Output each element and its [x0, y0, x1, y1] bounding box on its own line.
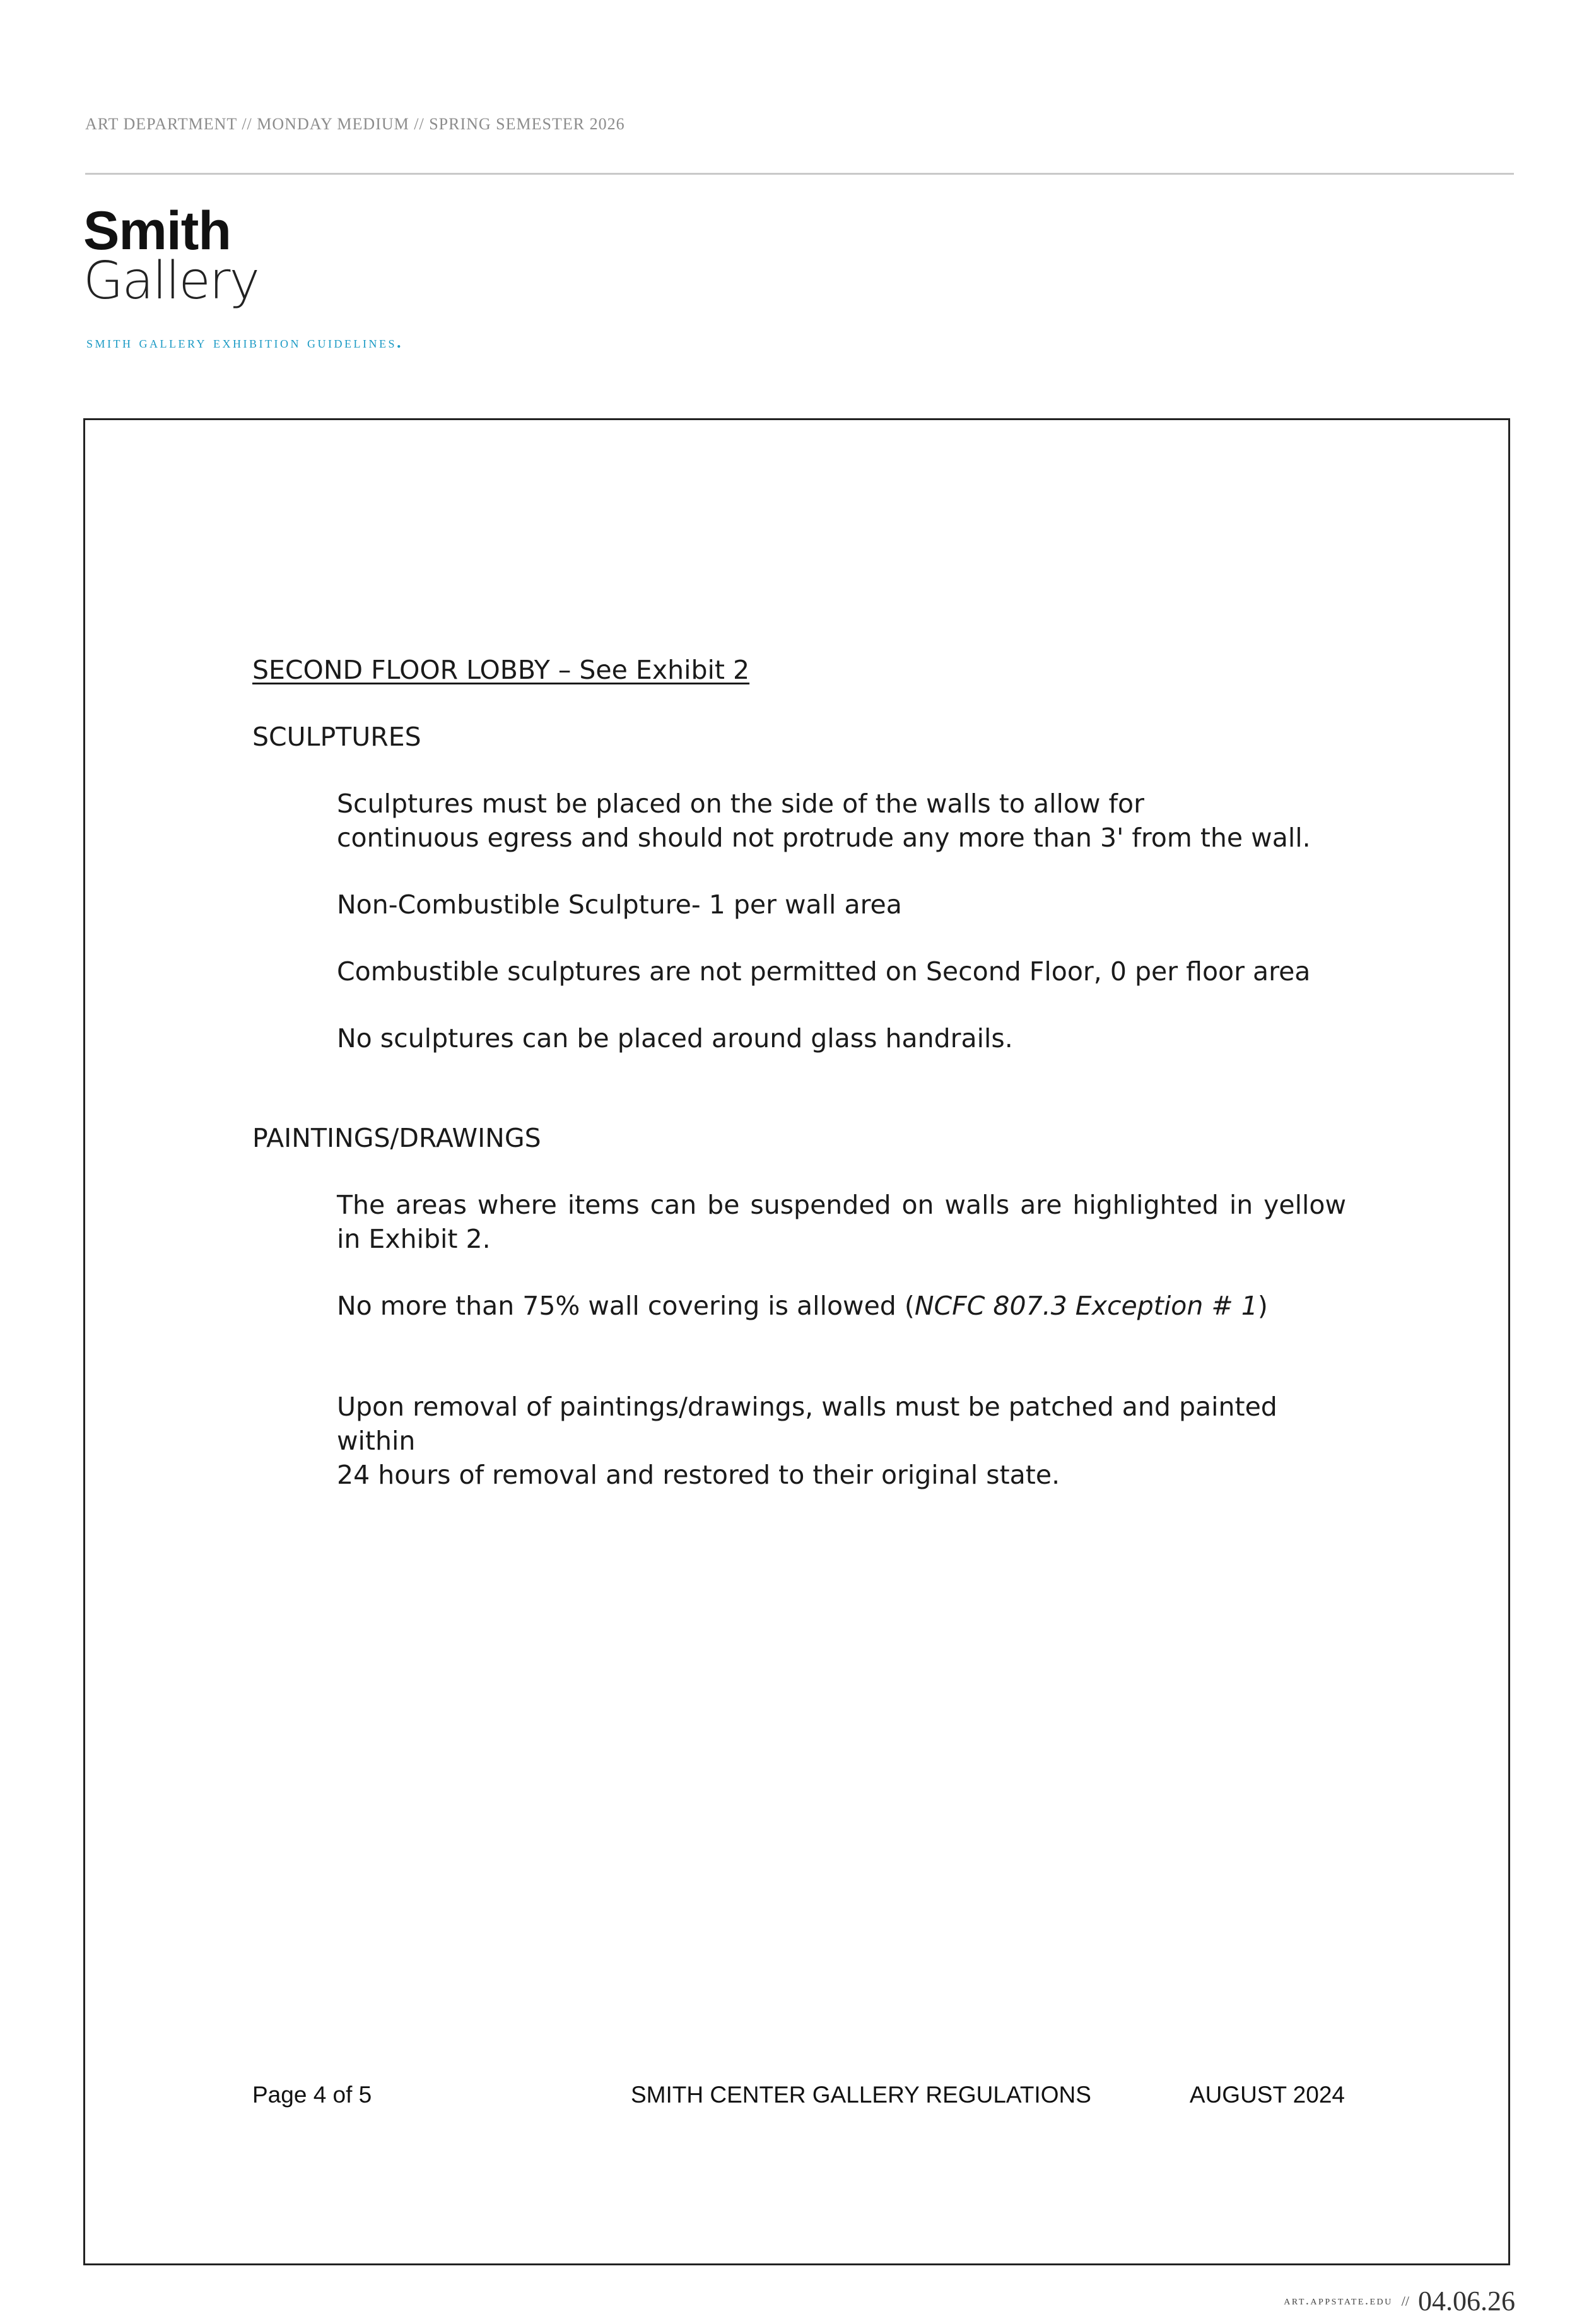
painting-rule-removal-line: 24 hours of removal and restored to their original state. [337, 1460, 1060, 1490]
code-reference: NCFC 807.3 Exception # 1 [914, 1291, 1258, 1321]
footer-date: AUGUST 2024 [1189, 2082, 1345, 2108]
guidelines-subtitle [86, 333, 403, 352]
logo-gallery: Gallery [83, 251, 259, 311]
coverage-close: ) [1257, 1291, 1268, 1321]
sculpture-rule-line: Sculptures must be placed on the side of the walls to allow for [337, 789, 1144, 819]
sculptures-rules [337, 787, 1346, 1055]
painting-rule-removal-line: Upon removal of paintings/drawings, walls must be patched and painted within [337, 1392, 1277, 1456]
issue-date: 04.06.26 [1418, 2286, 1515, 2316]
header-meta-line: ART DEPARTMENT // MONDAY MEDIUM // SPRING SEMESTER 2026 [85, 115, 625, 133]
page-bottom-meta [1284, 2285, 1515, 2317]
sculpture-rule-handrails: No sculptures can be placed around glass handrails. [337, 1023, 1013, 1053]
header-divider [85, 173, 1514, 175]
sculptures-heading: SCULPTURES [252, 722, 421, 752]
bottom-separator: // [1401, 2292, 1409, 2309]
paintings-rules [337, 1188, 1346, 1492]
document-content [252, 653, 1350, 1492]
painting-rule-coverage [337, 1289, 1346, 1323]
sculpture-rule-noncombustible: Non-Combustible Sculpture- 1 per wall area [337, 889, 902, 920]
footer-page-number: Page 4 of 5 [252, 2082, 372, 2108]
logo-smith: Smith [83, 201, 231, 261]
site-url: art.appstate.edu [1284, 2294, 1393, 2308]
sculpture-rule-line: continuous egress and should not protrude any more than 3' from the wall. [337, 823, 1311, 853]
coverage-text: No more than 75% wall covering is allowed ( [337, 1291, 915, 1321]
footer-title: SMITH CENTER GALLERY REGULATIONS [631, 2082, 1091, 2108]
document-footer [252, 2082, 1350, 2113]
section-title: SECOND FLOOR LOBBY – See Exhibit 2 [252, 655, 750, 685]
subtitle-text: smith gallery exhibition guidelines [86, 333, 397, 351]
subtitle-dot: . [396, 333, 403, 351]
painting-rule-areas: The areas where items can be suspended on walls are highlighted in yellow in Exhibit 2. [337, 1190, 1346, 1254]
sculpture-rule-combustible: Combustible sculptures are not permitted on Second Floor, 0 per floor area [337, 956, 1311, 987]
paintings-heading: PAINTINGS/DRAWINGS [252, 1123, 541, 1153]
